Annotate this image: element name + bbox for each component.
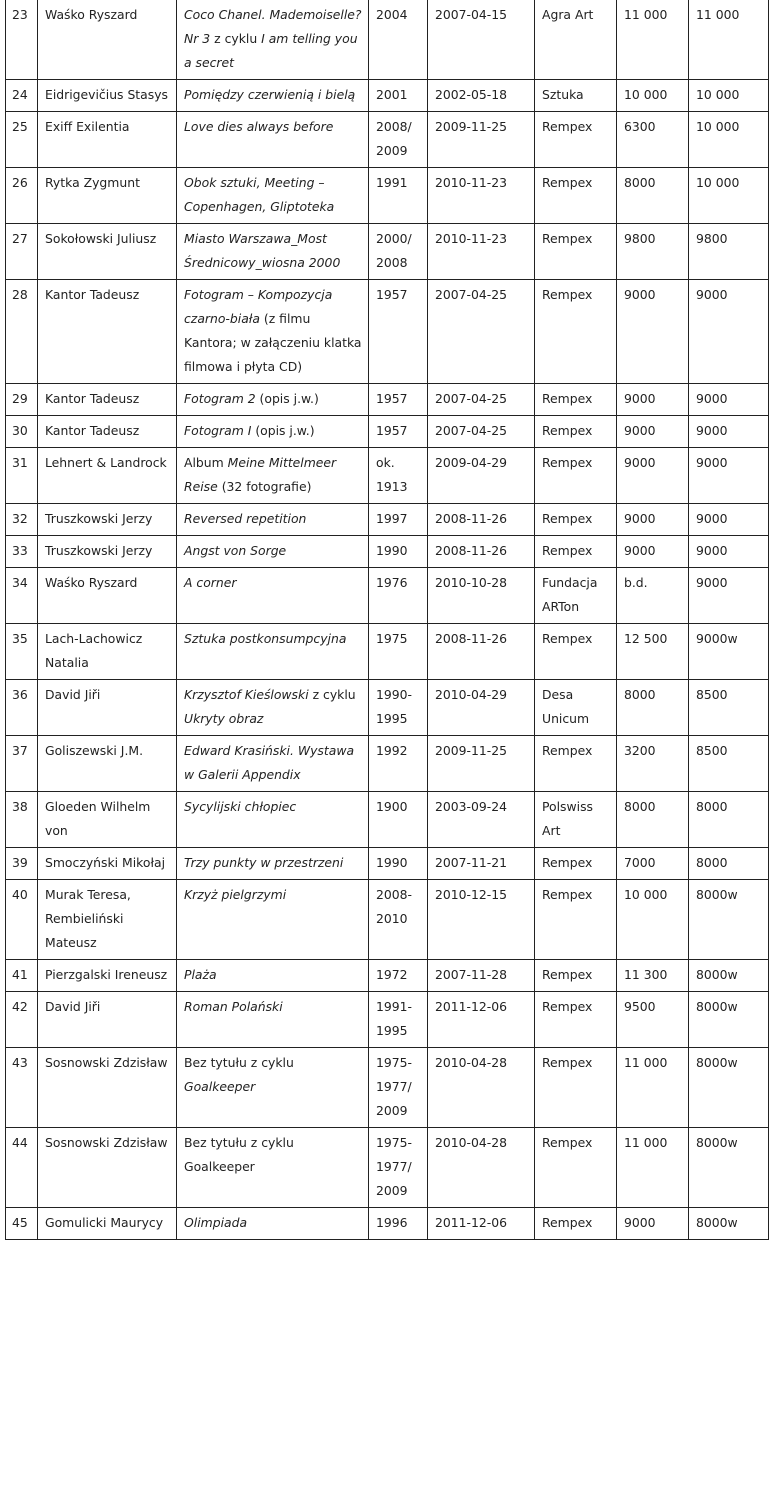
cell-price: 8500 [689, 680, 769, 736]
cell-artist: Sokołowski Juliusz [38, 224, 177, 280]
cell-artist: Exiff Exilentia [38, 112, 177, 168]
cell-house: Desa Unicum [535, 680, 617, 736]
cell-date: 2007-11-21 [428, 848, 535, 880]
table-row [6, 880, 769, 960]
cell-year: 1900 [369, 792, 428, 848]
cell-date: 2010-04-28 [428, 1048, 535, 1128]
cell-estimate: 11 300 [617, 960, 689, 992]
cell-artist: Kantor Tadeusz [38, 280, 177, 384]
cell-no: 43 [6, 1048, 38, 1128]
cell-estimate: 9000 [617, 280, 689, 384]
cell-title [177, 792, 369, 848]
cell-artist: Kantor Tadeusz [38, 384, 177, 416]
cell-estimate: 10 000 [617, 880, 689, 960]
cell-year: 1990- 1995 [369, 680, 428, 736]
cell-date: 2010-12-15 [428, 880, 535, 960]
cell-no: 44 [6, 1128, 38, 1208]
cell-year: 1975- 1977/ 2009 [369, 1048, 428, 1128]
cell-year: 2008/ 2009 [369, 112, 428, 168]
cell-no: 37 [6, 736, 38, 792]
table-row [6, 280, 769, 384]
cell-artist: Gomulicki Maurycy [38, 1208, 177, 1240]
cell-year: 1975- 1977/ 2009 [369, 1128, 428, 1208]
cell-year: 1996 [369, 1208, 428, 1240]
cell-estimate: 9500 [617, 992, 689, 1048]
table-row [6, 992, 769, 1048]
cell-no: 24 [6, 80, 38, 112]
cell-estimate: 9000 [617, 448, 689, 504]
cell-price: 8000w [689, 1128, 769, 1208]
cell-price: 9000 [689, 280, 769, 384]
title-segment: (opis j.w.) [255, 391, 319, 406]
cell-house: Rempex [535, 168, 617, 224]
cell-year: 2008- 2010 [369, 880, 428, 960]
cell-artist: Truszkowski Jerzy [38, 536, 177, 568]
cell-estimate: 10 000 [617, 80, 689, 112]
cell-estimate: 9000 [617, 416, 689, 448]
cell-year: 2001 [369, 80, 428, 112]
cell-year: 1976 [369, 568, 428, 624]
cell-no: 28 [6, 280, 38, 384]
title-segment: Krzyż pielgrzymi [184, 887, 287, 902]
cell-price: 9000 [689, 384, 769, 416]
cell-no: 34 [6, 568, 38, 624]
cell-title [177, 448, 369, 504]
title-segment: Miasto Warszawa_Most Średnicowy_wiosna 2000 [184, 231, 341, 270]
cell-estimate: 11 000 [617, 0, 689, 80]
cell-artist: Pierzgalski Ireneusz [38, 960, 177, 992]
cell-title [177, 1208, 369, 1240]
table-row [6, 504, 769, 536]
cell-artist: Gloeden Wilhelm von [38, 792, 177, 848]
table-row [6, 568, 769, 624]
cell-title [177, 280, 369, 384]
title-segment: Fotogram – Kompozycja czarno-biała [184, 287, 333, 326]
cell-house: Rempex [535, 960, 617, 992]
cell-house: Rempex [535, 536, 617, 568]
cell-artist: Sosnowski Zdzisław [38, 1048, 177, 1128]
cell-artist: Lehnert & Landrock [38, 448, 177, 504]
table-row [6, 0, 769, 80]
cell-no: 38 [6, 792, 38, 848]
cell-date: 2007-04-25 [428, 280, 535, 384]
cell-price: 8000w [689, 992, 769, 1048]
cell-price: 8000 [689, 792, 769, 848]
table-row [6, 448, 769, 504]
cell-title [177, 1048, 369, 1128]
cell-no: 29 [6, 384, 38, 416]
cell-estimate: 11 000 [617, 1128, 689, 1208]
title-segment: Olimpiada [184, 1215, 248, 1230]
cell-artist: David Jiři [38, 992, 177, 1048]
title-segment: z cyklu [210, 31, 262, 46]
table-row [6, 792, 769, 848]
cell-year: 1957 [369, 384, 428, 416]
cell-artist: Sosnowski Zdzisław [38, 1128, 177, 1208]
table-row [6, 416, 769, 448]
cell-year: 2000/ 2008 [369, 224, 428, 280]
auction-results-table [5, 0, 769, 1240]
cell-date: 2008-11-26 [428, 504, 535, 536]
table-row [6, 680, 769, 736]
cell-title [177, 504, 369, 536]
cell-house: Rempex [535, 504, 617, 536]
cell-house: Agra Art [535, 0, 617, 80]
cell-house: Rempex [535, 880, 617, 960]
title-segment: A corner [184, 575, 237, 590]
cell-house: Rempex [535, 112, 617, 168]
cell-date: 2003-09-24 [428, 792, 535, 848]
cell-date: 2007-04-25 [428, 416, 535, 448]
title-segment: (z filmu Kantora; w załączeniu klatka filmowa i płyta CD) [184, 311, 362, 374]
table-row [6, 960, 769, 992]
cell-year: 1972 [369, 960, 428, 992]
cell-date: 2010-11-23 [428, 224, 535, 280]
table-row [6, 1048, 769, 1128]
title-segment: Krzysztof Kieślowski [184, 687, 309, 702]
cell-price: 8500 [689, 736, 769, 792]
cell-house: Rempex [535, 992, 617, 1048]
cell-year: 1957 [369, 280, 428, 384]
table-row [6, 112, 769, 168]
cell-price: 9000 [689, 568, 769, 624]
table-row [6, 168, 769, 224]
title-segment: Fotogram I [184, 423, 252, 438]
cell-estimate: 11 000 [617, 1048, 689, 1128]
title-segment: Coco Chanel. Mademoiselle? Nr 3 [184, 7, 362, 46]
title-segment: I am telling you a secret [184, 31, 358, 70]
table-row [6, 384, 769, 416]
cell-title [177, 960, 369, 992]
cell-price: 8000w [689, 1208, 769, 1240]
title-segment: Goalkeeper [184, 1079, 256, 1094]
table-row [6, 848, 769, 880]
cell-price: 9000w [689, 624, 769, 680]
cell-title [177, 536, 369, 568]
cell-artist: Eidrigevičius Stasys [38, 80, 177, 112]
cell-no: 27 [6, 224, 38, 280]
table-row [6, 736, 769, 792]
title-segment: Sycylijski chłopiec [184, 799, 297, 814]
cell-estimate: 3200 [617, 736, 689, 792]
cell-date: 2008-11-26 [428, 536, 535, 568]
title-segment: Sztuka postkonsumpcyjna [184, 631, 347, 646]
cell-house: Rempex [535, 280, 617, 384]
table-row [6, 624, 769, 680]
cell-date: 2007-04-15 [428, 0, 535, 80]
cell-estimate: 12 500 [617, 624, 689, 680]
cell-title [177, 80, 369, 112]
cell-year: 1975 [369, 624, 428, 680]
cell-artist: Murak Teresa, Rembieliński Mateusz [38, 880, 177, 960]
cell-estimate: 8000 [617, 792, 689, 848]
table-row [6, 1128, 769, 1208]
table-row [6, 1208, 769, 1240]
table-row [6, 536, 769, 568]
cell-price: 8000w [689, 1048, 769, 1128]
cell-title [177, 624, 369, 680]
title-segment: Angst von Sorge [184, 543, 287, 558]
cell-title [177, 168, 369, 224]
cell-date: 2008-11-26 [428, 624, 535, 680]
cell-estimate: 9000 [617, 1208, 689, 1240]
cell-no: 42 [6, 992, 38, 1048]
title-segment: Pomiędzy czerwienią i bielą [184, 87, 356, 102]
cell-estimate: 9000 [617, 384, 689, 416]
cell-no: 23 [6, 0, 38, 80]
cell-title [177, 384, 369, 416]
cell-year: 2004 [369, 0, 428, 80]
cell-price: 10 000 [689, 168, 769, 224]
cell-house: Rempex [535, 416, 617, 448]
cell-no: 30 [6, 416, 38, 448]
cell-artist: Smoczyński Mikołaj [38, 848, 177, 880]
cell-date: 2010-11-23 [428, 168, 535, 224]
title-segment: Obok sztuki, Meeting – Copenhagen, Gliptoteka [184, 175, 335, 214]
cell-price: 9000 [689, 448, 769, 504]
cell-price: 9800 [689, 224, 769, 280]
cell-title [177, 848, 369, 880]
cell-date: 2009-11-25 [428, 112, 535, 168]
cell-year: ok. 1913 [369, 448, 428, 504]
cell-title [177, 736, 369, 792]
cell-no: 39 [6, 848, 38, 880]
cell-house: Rempex [535, 1208, 617, 1240]
title-segment: Trzy punkty w przestrzeni [184, 855, 344, 870]
title-segment: Album [184, 455, 228, 470]
cell-year: 1991- 1995 [369, 992, 428, 1048]
cell-artist: Rytka Zygmunt [38, 168, 177, 224]
cell-house: Rempex [535, 1048, 617, 1128]
cell-price: 10 000 [689, 112, 769, 168]
cell-year: 1992 [369, 736, 428, 792]
cell-title [177, 568, 369, 624]
cell-date: 2010-10-28 [428, 568, 535, 624]
cell-estimate: 9000 [617, 536, 689, 568]
cell-no: 35 [6, 624, 38, 680]
cell-no: 26 [6, 168, 38, 224]
cell-price: 8000 [689, 848, 769, 880]
cell-estimate: 7000 [617, 848, 689, 880]
cell-no: 45 [6, 1208, 38, 1240]
cell-title [177, 0, 369, 80]
title-segment: z cyklu [308, 687, 356, 702]
table-body [6, 0, 769, 1240]
cell-price: 8000w [689, 880, 769, 960]
cell-price: 9000 [689, 504, 769, 536]
cell-date: 2007-04-25 [428, 384, 535, 416]
title-segment: Roman Polański [184, 999, 283, 1014]
cell-date: 2002-05-18 [428, 80, 535, 112]
cell-no: 32 [6, 504, 38, 536]
cell-artist: Waśko Ryszard [38, 568, 177, 624]
cell-no: 36 [6, 680, 38, 736]
cell-house: Rempex [535, 848, 617, 880]
cell-no: 31 [6, 448, 38, 504]
cell-house: Polswiss Art [535, 792, 617, 848]
cell-date: 2010-04-29 [428, 680, 535, 736]
cell-estimate: 6300 [617, 112, 689, 168]
title-segment: Fotogram 2 [184, 391, 256, 406]
cell-price: 8000w [689, 960, 769, 992]
title-segment: (opis j.w.) [251, 423, 315, 438]
cell-year: 1991 [369, 168, 428, 224]
cell-title [177, 1128, 369, 1208]
cell-price: 9000 [689, 536, 769, 568]
cell-no: 40 [6, 880, 38, 960]
table-row [6, 224, 769, 280]
cell-year: 1997 [369, 504, 428, 536]
cell-no: 25 [6, 112, 38, 168]
cell-artist: Kantor Tadeusz [38, 416, 177, 448]
title-segment: Love dies always before [184, 119, 334, 134]
title-segment: Meine Mittelmeer Reise [184, 455, 337, 494]
cell-price: 10 000 [689, 80, 769, 112]
cell-house: Fundacja ARTon [535, 568, 617, 624]
cell-year: 1957 [369, 416, 428, 448]
cell-house: Rempex [535, 224, 617, 280]
cell-house: Rempex [535, 736, 617, 792]
cell-no: 33 [6, 536, 38, 568]
cell-date: 2009-04-29 [428, 448, 535, 504]
cell-title [177, 224, 369, 280]
cell-artist: David Jiři [38, 680, 177, 736]
cell-date: 2009-11-25 [428, 736, 535, 792]
cell-date: 2011-12-06 [428, 1208, 535, 1240]
cell-artist: Waśko Ryszard [38, 0, 177, 80]
cell-artist: Lach-Lachowicz Natalia [38, 624, 177, 680]
cell-house: Sztuka [535, 80, 617, 112]
cell-house: Rempex [535, 1128, 617, 1208]
table-row [6, 80, 769, 112]
cell-date: 2007-11-28 [428, 960, 535, 992]
cell-house: Rempex [535, 384, 617, 416]
title-segment: Bez tytułu z cyklu Goalkeeper [184, 1135, 294, 1174]
cell-estimate: 8000 [617, 168, 689, 224]
title-segment: Edward Krasiński. Wystawa w Galerii Appendix [184, 743, 355, 782]
cell-title [177, 416, 369, 448]
cell-title [177, 880, 369, 960]
cell-house: Rempex [535, 448, 617, 504]
cell-estimate: 8000 [617, 680, 689, 736]
cell-date: 2010-04-28 [428, 1128, 535, 1208]
title-segment: Bez tytułu z cyklu [184, 1055, 294, 1070]
cell-price: 9000 [689, 416, 769, 448]
cell-price: 11 000 [689, 0, 769, 80]
cell-estimate: 9000 [617, 504, 689, 536]
cell-no: 41 [6, 960, 38, 992]
cell-title [177, 112, 369, 168]
cell-title [177, 680, 369, 736]
title-segment: Reversed repetition [184, 511, 307, 526]
title-segment: Ukryty obraz [184, 711, 264, 726]
cell-estimate: b.d. [617, 568, 689, 624]
cell-year: 1990 [369, 848, 428, 880]
cell-artist: Goliszewski J.M. [38, 736, 177, 792]
cell-date: 2011-12-06 [428, 992, 535, 1048]
cell-year: 1990 [369, 536, 428, 568]
cell-house: Rempex [535, 624, 617, 680]
cell-title [177, 992, 369, 1048]
cell-estimate: 9800 [617, 224, 689, 280]
cell-artist: Truszkowski Jerzy [38, 504, 177, 536]
title-segment: Plaża [184, 967, 217, 982]
title-segment: (32 fotografie) [217, 479, 312, 494]
